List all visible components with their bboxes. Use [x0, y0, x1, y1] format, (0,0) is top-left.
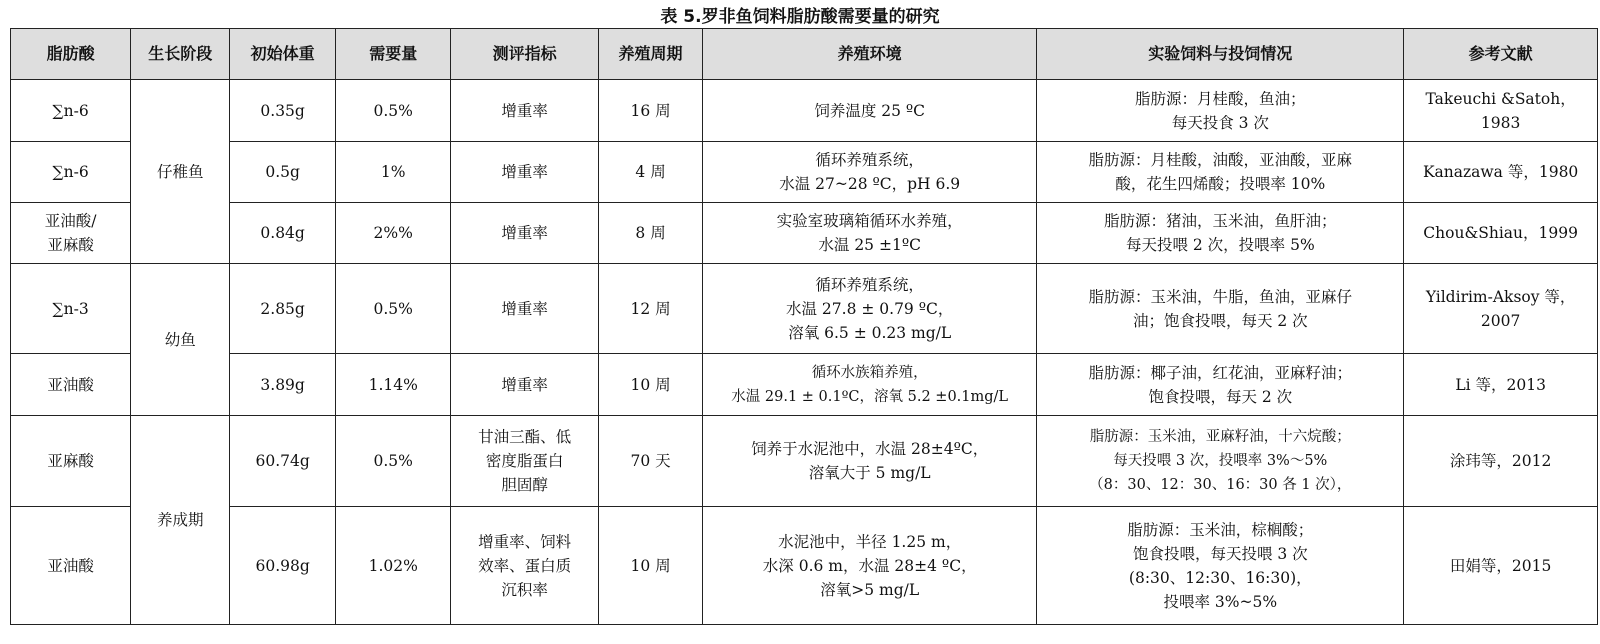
cell-feed: 脂肪源：椰子油，红花油，亚麻籽油； 饱食投喂，每天 2 次: [1037, 354, 1404, 416]
cell-period: 10 周: [599, 507, 703, 625]
cell-environment: 饲养于水泥池中，水温 28±4ºC， 溶氧大于 5 mg/L: [703, 416, 1037, 507]
cell-requirement: 0.5%: [336, 80, 451, 142]
table-row: [11, 264, 1598, 354]
cell-period: 16 周: [599, 80, 703, 142]
cell-reference: Li 等，2013: [1404, 354, 1598, 416]
cell-weight: 2.85g: [230, 264, 336, 354]
header-growth-stage: 生长阶段: [131, 29, 230, 80]
header-row: [11, 29, 1598, 80]
header-period: 养殖周期: [599, 29, 703, 80]
cell-requirement: 0.5%: [336, 264, 451, 354]
cell-feed: 脂肪源：玉米油，牛脂，鱼油，亚麻仔 油；饱食投喂，每天 2 次: [1037, 264, 1404, 354]
cell-period: 10 周: [599, 354, 703, 416]
table-row: [11, 142, 1598, 203]
table-row: [11, 416, 1598, 507]
cell-environment: 循环水族箱养殖， 水温 29.1 ± 0.1ºC，溶氧 5.2 ±0.1mg/L: [703, 354, 1037, 416]
table-row: [11, 203, 1598, 264]
cell-feed: 脂肪源：玉米油，棕榈酸； 饱食投喂，每天投喂 3 次 (8:30、12:30、16:30)， 投喂率 3%~5%: [1037, 507, 1404, 625]
cell-feed: 脂肪源：猪油，玉米油，鱼肝油； 每天投喂 2 次，投喂率 5%: [1037, 203, 1404, 264]
cell-weight: 0.5g: [230, 142, 336, 203]
header-environment: 养殖环境: [703, 29, 1037, 80]
cell-growth-stage: 仔稚鱼: [131, 80, 230, 264]
cell-feed: 脂肪源：玉米油，亚麻籽油，十六烷酸； 每天投喂 3 次，投喂率 3%～5% （8：30、12：30、16：30 各 1 次），: [1037, 416, 1404, 507]
cell-indicator: 增重率: [451, 264, 599, 354]
cell-fatty-acid: ∑n-6: [11, 80, 131, 142]
cell-reference: 田娟等，2015: [1404, 507, 1598, 625]
cell-feed: 脂肪源：月桂酸，鱼油； 每天投食 3 次: [1037, 80, 1404, 142]
cell-requirement: 1.14%: [336, 354, 451, 416]
cell-weight: 0.35g: [230, 80, 336, 142]
cell-feed: 脂肪源：月桂酸，油酸，亚油酸，亚麻 酸，花生四烯酸；投喂率 10%: [1037, 142, 1404, 203]
cell-indicator: 增重率: [451, 354, 599, 416]
cell-environment: 饲养温度 25 ºC: [703, 80, 1037, 142]
cell-requirement: 1.02%: [336, 507, 451, 625]
cell-reference: Yildirim-Aksoy 等， 2007: [1404, 264, 1598, 354]
cell-requirement: 1%: [336, 142, 451, 203]
cell-period: 4 周: [599, 142, 703, 203]
cell-fatty-acid: 亚麻酸: [11, 416, 131, 507]
cell-weight: 0.84g: [230, 203, 336, 264]
table-title: 表 5.罗非鱼饲料脂肪酸需要量的研究: [660, 7, 940, 27]
cell-environment: 水泥池中，半径 1.25 m， 水深 0.6 m，水温 28±4 ºC， 溶氧>5 mg/L: [703, 507, 1037, 625]
cell-growth-stage: 幼鱼: [131, 264, 230, 416]
table-row: [11, 354, 1598, 416]
cell-growth-stage: 养成期: [131, 416, 230, 625]
fatty-acid-requirements-table: [10, 28, 1598, 625]
cell-indicator: 增重率: [451, 203, 599, 264]
cell-fatty-acid: ∑n-3: [11, 264, 131, 354]
cell-indicator: 增重率: [451, 142, 599, 203]
cell-indicator: 增重率、饲料 效率、蛋白质 沉积率: [451, 507, 599, 625]
header-reference: 参考文献: [1404, 29, 1598, 80]
cell-reference: Chou&Shiau，1999: [1404, 203, 1598, 264]
header-fatty-acid: 脂肪酸: [11, 29, 131, 80]
cell-fatty-acid: 亚油酸: [11, 507, 131, 625]
cell-weight: 60.98g: [230, 507, 336, 625]
cell-reference: Kanazawa 等，1980: [1404, 142, 1598, 203]
cell-weight: 3.89g: [230, 354, 336, 416]
cell-environment: 实验室玻璃箱循环水养殖， 水温 25 ±1ºC: [703, 203, 1037, 264]
header-requirement: 需要量: [336, 29, 451, 80]
cell-indicator: 增重率: [451, 80, 599, 142]
cell-indicator: 甘油三酯、低 密度脂蛋白 胆固醇: [451, 416, 599, 507]
cell-environment: 循环养殖系统， 水温 27.8 ± 0.79 ºC， 溶氧 6.5 ± 0.23 mg/L: [703, 264, 1037, 354]
cell-environment: 循环养殖系统， 水温 27~28 ºC，pH 6.9: [703, 142, 1037, 203]
cell-period: 12 周: [599, 264, 703, 354]
table-row: [11, 80, 1598, 142]
cell-period: 70 天: [599, 416, 703, 507]
header-initial-weight: 初始体重: [230, 29, 336, 80]
header-feed: 实验饲料与投饲情况: [1037, 29, 1404, 80]
table-row: [11, 507, 1598, 625]
cell-requirement: 0.5%: [336, 416, 451, 507]
cell-period: 8 周: [599, 203, 703, 264]
cell-weight: 60.74g: [230, 416, 336, 507]
cell-reference: 涂玮等，2012: [1404, 416, 1598, 507]
cell-fatty-acid: 亚油酸: [11, 354, 131, 416]
header-indicator: 测评指标: [451, 29, 599, 80]
cell-reference: Takeuchi &Satoh， 1983: [1404, 80, 1598, 142]
cell-requirement: 2%%: [336, 203, 451, 264]
cell-fatty-acid: 亚油酸/ 亚麻酸: [11, 203, 131, 264]
cell-fatty-acid: ∑n-6: [11, 142, 131, 203]
